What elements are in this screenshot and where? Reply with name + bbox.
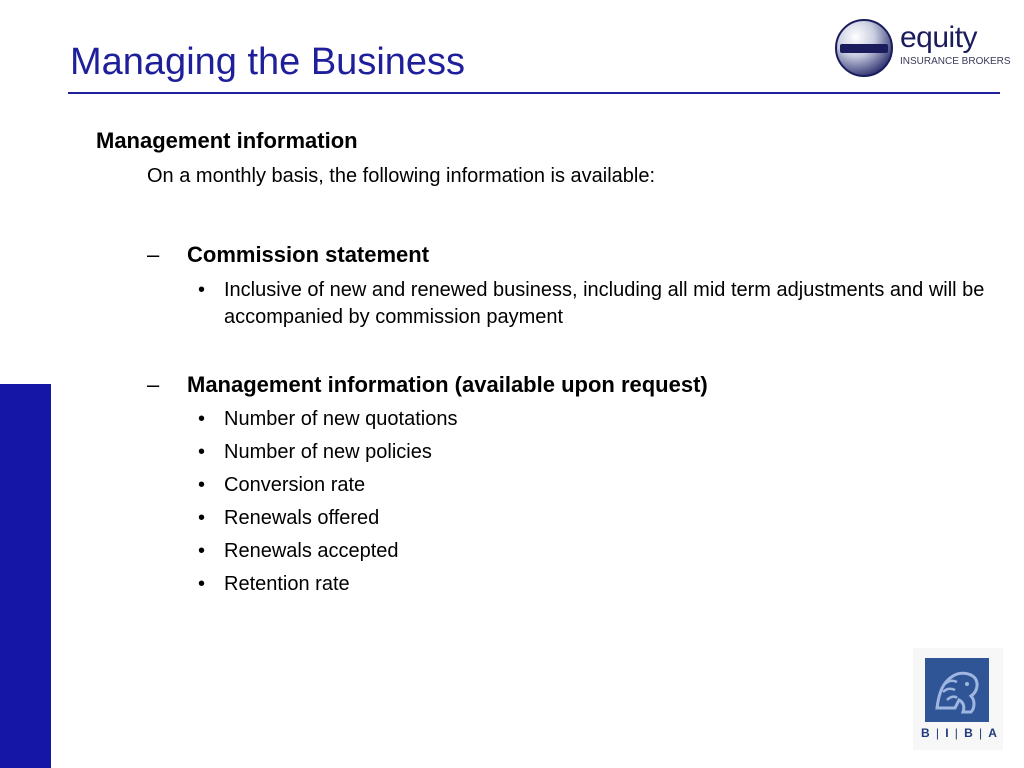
bullet-dot: •	[198, 279, 206, 301]
list-item	[198, 538, 998, 565]
dash-item-label: Commission statement	[187, 242, 430, 267]
list-item	[198, 472, 998, 499]
biba-logo	[913, 648, 1003, 750]
list-item-text: Renewals accepted	[224, 540, 399, 562]
bullet-dot: •	[198, 441, 206, 463]
lion-icon	[925, 658, 989, 722]
list-item-text: Number of new quotations	[224, 408, 458, 430]
equity-logo-word: equity	[900, 21, 978, 54]
list-item	[198, 505, 998, 532]
list-item-text: Number of new policies	[224, 441, 432, 463]
dash-item-commission	[147, 241, 429, 269]
biba-letter: B	[964, 726, 973, 740]
bullet-dot: •	[198, 573, 206, 595]
list-item	[198, 439, 998, 466]
biba-letters	[921, 726, 997, 740]
list-item-text: Renewals offered	[224, 507, 380, 529]
bullet-dot: •	[198, 474, 206, 496]
management-bullet-list	[198, 406, 998, 604]
title-underline	[68, 92, 1000, 94]
equity-logo-subtitle: INSURANCE BROKERS	[900, 56, 1011, 67]
list-item-text: Inclusive of new and renewed business, including all mid term adjustments and will be accompanied by commission payment	[224, 279, 985, 328]
dash-item-management-information	[147, 371, 708, 399]
list-item-text: Conversion rate	[224, 474, 366, 496]
section-heading: Management information	[96, 128, 358, 153]
dash-item-label: Management information (available upon request)	[187, 372, 708, 397]
dash-marker: –	[147, 372, 160, 397]
list-item-text: Retention rate	[224, 573, 350, 595]
bullet-dot: •	[198, 507, 206, 529]
section-intro: On a monthly basis, the following information is available:	[147, 165, 656, 187]
list-item	[198, 406, 998, 433]
biba-letter: B	[921, 726, 930, 740]
list-item	[198, 277, 998, 331]
biba-separator: |	[978, 726, 983, 740]
equity-logo	[834, 18, 1011, 80]
slide-title: Managing the Business	[70, 41, 466, 83]
equity-globe-icon	[834, 18, 894, 78]
side-accent-bar	[0, 384, 51, 768]
biba-letter: I	[945, 726, 949, 740]
biba-letter: A	[988, 726, 997, 740]
dash-marker: –	[147, 242, 160, 267]
commission-bullet-list	[198, 277, 998, 337]
biba-separator: |	[935, 726, 939, 740]
list-item	[198, 571, 998, 598]
bullet-dot: •	[198, 540, 206, 562]
biba-separator: |	[954, 726, 958, 740]
bullet-dot: •	[198, 408, 206, 430]
